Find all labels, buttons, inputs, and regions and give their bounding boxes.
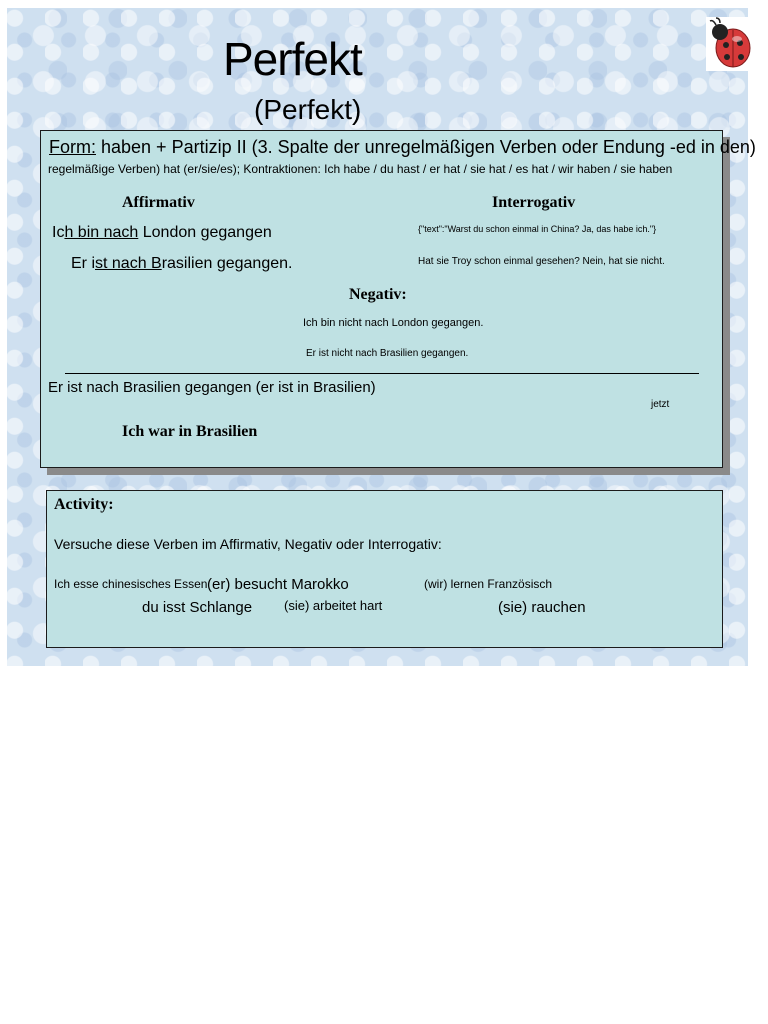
aff2-part-a: Er i: [71, 255, 95, 272]
interrogativ-sentence-1: {"text":"Warst du schon einmal in China? Ja, das habe ich."}: [418, 224, 657, 234]
interrogativ-heading: Interrogativ: [492, 194, 576, 211]
activity-verb: (er) besucht Marokko: [207, 576, 349, 593]
grammar-box: [40, 130, 756, 468]
ladybug-icon: [706, 17, 754, 71]
page-title: Perfekt: [223, 33, 362, 85]
aff1-part-c: London gegangen: [138, 224, 272, 241]
interrogativ-sentence-2: Hat sie Troy schon einmal gesehen? Nein, hat sie nicht.: [418, 256, 665, 267]
slide: [7, 8, 756, 666]
negativ-heading: Negativ:: [349, 286, 407, 303]
activity-box: [46, 490, 723, 648]
negativ-sentence-1: Ich bin nicht nach London gegangen.: [303, 317, 484, 329]
negativ-sentence-2: Er ist nicht nach Brasilien gegangen.: [306, 348, 469, 359]
activity-verb: du isst Schlange: [142, 599, 253, 616]
activity-instruction: Versuche diese Verben im Affirmativ, Negativ oder Interrogativ:: [54, 536, 442, 552]
activity-title: Activity:: [54, 496, 114, 513]
affirmativ-sentence-2: [71, 255, 292, 273]
aff2-underlined: st nach B: [95, 255, 162, 272]
form-label: Form:: [49, 137, 96, 157]
form-rule-continuation: regelmäßige Verben) hat (er/sie/es); Kontraktionen: Ich habe / du hast / er hat / sie hat / es hat / wir haben / sie haben: [48, 162, 673, 176]
form-rule-text: haben + Partizip II (3. Spalte der unregelmäßigen Verben oder Endung -ed in den): [96, 137, 756, 157]
form-rule-line: [49, 137, 756, 158]
aff1-part-a: Ic: [52, 224, 65, 241]
jetzt-label: jetzt: [651, 399, 670, 410]
activity-verb: (wir) lernen Französisch: [424, 577, 553, 591]
perfekt-example: Er ist nach Brasilien gegangen (er ist in Brasilien): [48, 379, 376, 396]
aff2-part-c: rasilien gegangen.: [161, 255, 293, 272]
activity-verb: (sie) rauchen: [498, 599, 586, 616]
aff1-underlined: h bin nach: [64, 224, 139, 241]
activity-verb: Ich esse chinesisches Essen: [54, 577, 208, 591]
affirmativ-sentence-1: [52, 224, 272, 242]
page-subtitle: (Perfekt): [254, 94, 362, 125]
activity-verb: (sie) arbeitet hart: [284, 598, 383, 613]
divider-line: [65, 373, 699, 374]
affirmativ-heading: Affirmativ: [122, 194, 195, 211]
praeteritum-example: Ich war in Brasilien: [122, 423, 258, 440]
